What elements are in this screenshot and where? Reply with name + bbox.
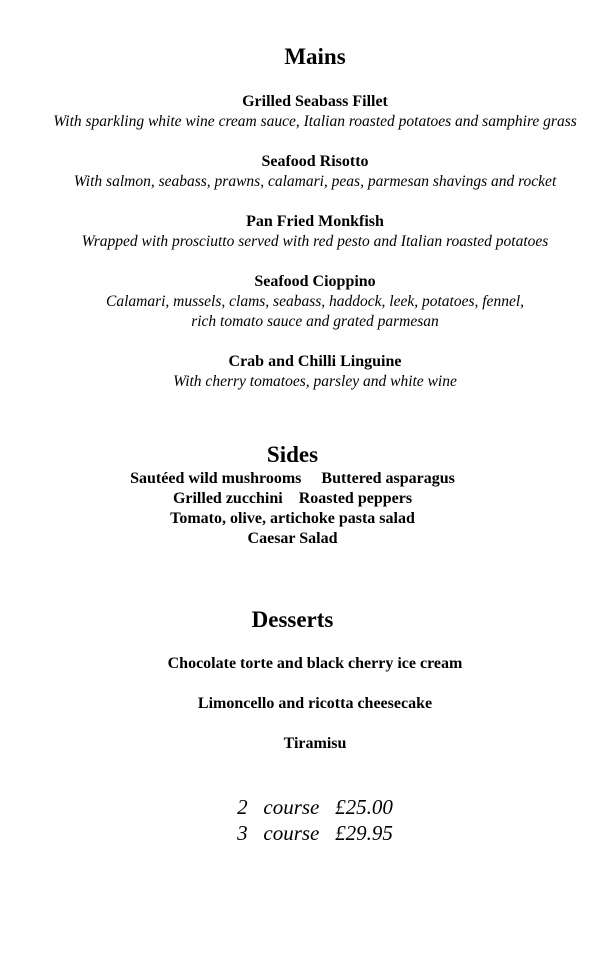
price-two-course: 2 course £25.00: [237, 795, 393, 819]
dish-description: With salmon, seabass, prawns, calamari, peas, parmesan shavings and rocket: [73, 173, 557, 190]
dish-description: Calamari, mussels, clams, seabass, haddock, leek, potatoes, fennel, rich tomato sauce and grated parmesan: [105, 293, 524, 330]
main-dish-seabass: [0, 92, 610, 132]
dish-description: Wrapped with prosciutto served with red pesto and Italian roasted potatoes: [81, 233, 549, 250]
sides-list: [0, 469, 585, 549]
dish-description: With cherry tomatoes, parsley and white wine: [173, 373, 457, 390]
dish-name: Seafood Cioppino: [254, 273, 376, 290]
sides-line: Sautéed wild mushrooms Buttered asparagus: [130, 470, 455, 487]
main-dish-risotto: [0, 152, 610, 192]
dish-description: With sparkling white wine cream sauce, Italian roasted potatoes and samphire grass: [53, 113, 577, 130]
mains-heading: Mains: [284, 44, 346, 69]
dessert-item: Tiramisu: [283, 735, 347, 752]
sides-line: Tomato, olive, artichoke pasta salad: [170, 510, 415, 527]
price-three-course: 3 course £29.95: [237, 821, 393, 845]
main-dish-monkfish: [0, 212, 610, 252]
sides-line: Grilled zucchini Roasted peppers: [172, 490, 413, 507]
main-dish-cioppino: [0, 272, 610, 332]
main-dish-linguine: [0, 352, 610, 392]
sides-line: Caesar Salad: [247, 530, 338, 547]
desserts-heading: Desserts: [251, 607, 334, 632]
dessert-item: Limoncello and ricotta cheesecake: [197, 695, 433, 712]
dish-name: Crab and Chilli Linguine: [228, 353, 402, 370]
dish-name: Seafood Risotto: [261, 153, 369, 170]
dish-name: Pan Fried Monkfish: [246, 213, 384, 230]
dessert-item: Chocolate torte and black cherry ice cream: [167, 655, 463, 672]
dish-name: Grilled Seabass Fillet: [242, 93, 388, 110]
sides-heading: Sides: [266, 442, 319, 467]
